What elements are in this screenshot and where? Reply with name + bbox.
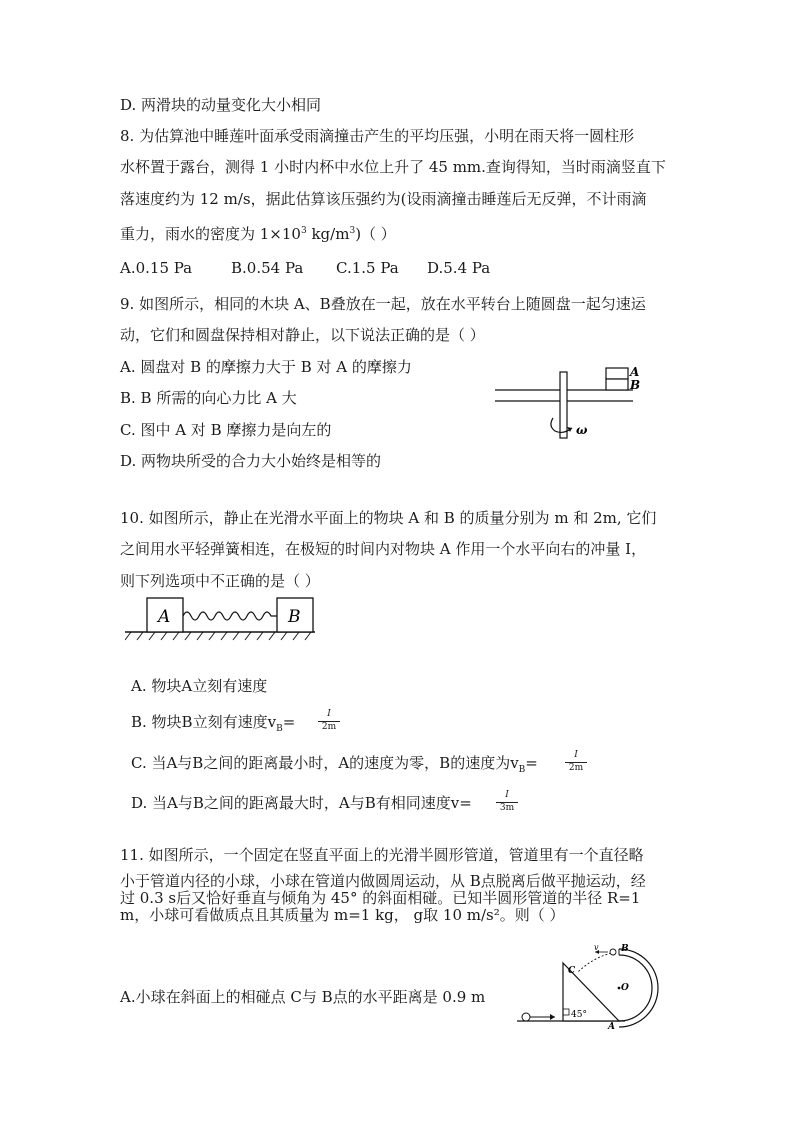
q11-label-b: B: [621, 944, 629, 954]
q11-label-v: v: [594, 943, 599, 952]
q11-option-a: A.小球在斜面上的相碰点 C与 B点的水平距离是 0.9 m: [120, 988, 486, 1006]
q10-block-b-label: B: [288, 607, 301, 627]
q7-option-d: D. 两滑块的动量变化大小相同: [120, 96, 322, 114]
q10-stem-line1: 10. 如图所示，静止在光滑水平面上的物块 A 和 B 的质量分别为 m 和 2m, 它们: [120, 509, 657, 527]
q11-label-a: A: [608, 1022, 615, 1029]
q11-trajectory: [577, 952, 615, 973]
q9-option-a: A. 圆盘对 B 的摩擦力大于 B 对 A 的摩擦力: [120, 358, 412, 376]
q11-stem-line2: 小于管道内径的小球，小球在管道内做圆周运动，从 B点脱离后做平抛运动，经: [120, 872, 646, 890]
q9-label-b: B: [630, 378, 640, 392]
q10-stem-line3: 则下列选项中不正确的是（ ）: [120, 572, 320, 590]
q9-block-b: [606, 379, 628, 390]
q10-option-d: D. 当A与B之间的距离最大时，A与B有相同速度v=: [131, 794, 472, 812]
q8-option-d: D.5.4 Pa: [427, 259, 491, 277]
q9-label-a: A: [630, 365, 640, 379]
q8-option-a: A.0.15 Pa: [120, 259, 193, 277]
q10-option-b: B. 物块B立刻有速度$v_B=$: [131, 713, 296, 734]
q9-option-b: B. B 所需的向心力比 A 大: [120, 389, 297, 407]
q9-omega-label: ω: [576, 423, 588, 437]
q11-stem-line3: 过 0.3 s后又恰好垂直与倾角为 45° 的斜面相碰。已知半圆形管道的半径 R=1: [120, 889, 641, 907]
q8-stem-line3: 落速度约为 12 m/s，据此估算该压强约为(设雨滴撞击睡莲后无反弹，不计雨滴: [120, 190, 647, 208]
q10-option-c: C. 当A与B之间的距离最小时，A的速度为零，B的速度为$v_B=$: [131, 754, 538, 775]
q10-spring: [183, 612, 277, 620]
q10-option-c-fraction: I 2m: [565, 750, 587, 774]
q11-label-c: C: [568, 966, 576, 976]
q8-stem-line2: 水杯置于露台，测得 1 小时内杯中水位上升了 45 mm.查询得知，当时雨滴竖直下: [120, 158, 666, 176]
q10-option-a: A. 物块A立刻有速度: [131, 677, 268, 695]
q9-option-c: C. 图中 A 对 B 摩擦力是向左的: [120, 421, 332, 439]
q11-pipe-figure: [515, 943, 663, 1029]
q8-option-b: B.0.54 Pa: [231, 259, 304, 277]
q10-stem-line2: 之间用水平轻弹簧相连，在极短的时间内对物块 A 作用一个水平向右的冲量 I，: [120, 540, 647, 558]
q8-option-c: C.1.5 Pa: [336, 259, 399, 277]
q8-stem-line1: 8. 为估算池中睡莲叶面承受雨滴撞击产生的平均压强，小明在雨天将一圆柱形: [120, 127, 635, 145]
q10-spring-figure: [125, 594, 317, 642]
q9-stem-line1: 9. 如图所示，相同的木块 A、B叠放在一起，放在水平转台上随圆盘一起匀速运: [120, 295, 646, 313]
q11-ball: [522, 1013, 530, 1021]
q9-block-a: [606, 368, 628, 379]
q11-stem-line4: m，小球可看做质点且其质量为 m=1 kg， g取 10 m/s²。则（ ）: [120, 906, 565, 924]
q11-stem-line1: 11. 如图所示，一个固定在竖直平面上的光滑半圆形管道，管道里有一个直径略: [120, 846, 644, 864]
q8-stem-line4: 重力，雨水的密度为 $1\times 10^3$ $kg/m^3$)（ ）: [120, 225, 396, 243]
q10-option-d-fraction: I 3m: [496, 790, 518, 814]
q9-option-d: D. 两物块所受的合力大小始终是相等的: [120, 452, 382, 470]
q10-block-a-label: A: [158, 607, 171, 627]
q11-label-o: O: [621, 983, 629, 993]
q9-turntable-figure: [490, 362, 640, 442]
q9-stem-line2: 动，它们和圆盘保持相对静止，以下说法正确的是（ ）: [120, 326, 485, 344]
q11-angle-label: 45°: [571, 1010, 587, 1020]
q10-option-b-fraction: I 2m: [318, 709, 340, 733]
